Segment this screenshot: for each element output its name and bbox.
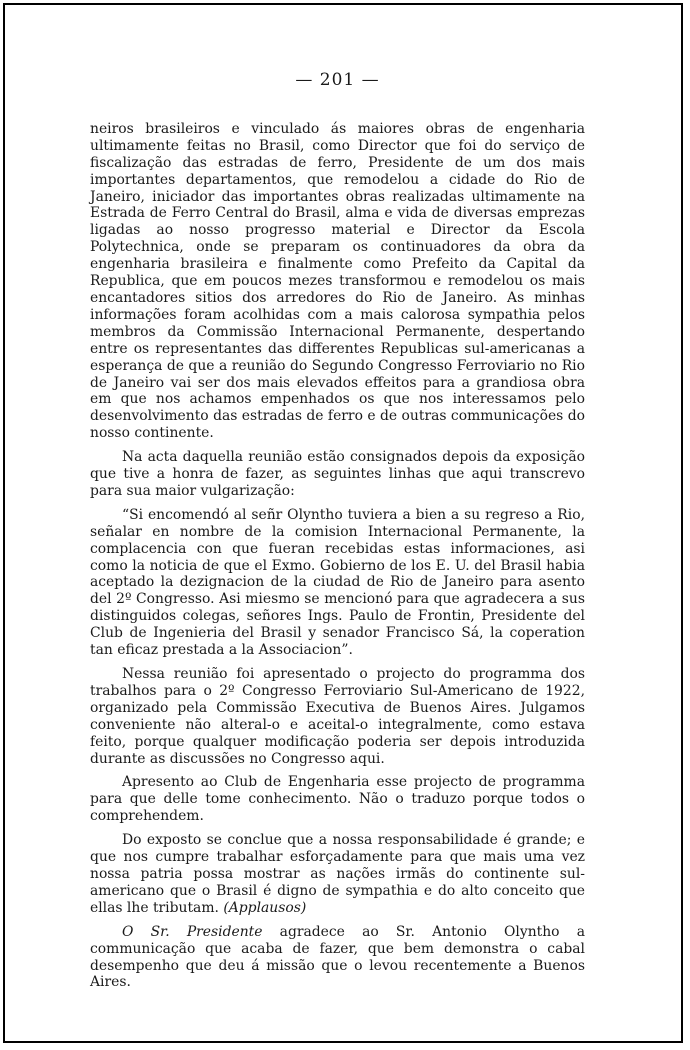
- paragraph-2: Na acta daquella reunião estão consignados depois da exposição que tive a honra de fazer, as seguintes linhas que aqui transcrevo para sua maior vulgarização:: [90, 449, 585, 499]
- paragraph-5: Apresento ao Club de Engenharia esse projecto de programma para que delle tome conhecimento. Não o traduzo porque todos o comprehendem.: [90, 774, 585, 825]
- document-body: [90, 72, 585, 991]
- paragraph-6: [90, 832, 585, 917]
- speaker-label: O Sr. Presidente: [122, 923, 263, 940]
- applause-note: (Applausos): [223, 899, 307, 916]
- paragraph-1: neiros brasileiros e vinculado ás maiores obras de engenharia ultimamente feitas no Brasil, como Director que foi do serviço de fiscalização das estradas de ferro, Presidente de um dos mais importantes departamentos, que remodelou a cidade do Rio de Janeiro, iniciador das importantes obras realizadas ultimamente na Estrada de Ferro Central do Brasil, alma e vida de diversas emprezas ligadas ao nosso progresso material e Director da Escola Polytechnica, onde se preparam os continuadores da obra da engenharia brasileira e finalmente como Prefeito da Capital da Republica, que em poucos mezes transformou e remodelou os mais encantadores sitios dos arredores do Rio de Janeiro. As minhas informações foram acolhidas com a mais calorosa sympathia pelos membros da Commissão Internacional Permanente, despertando entre os representantes das differentes Republicas sul-americanas a esperança de que a reunião do Segundo Congresso Ferroviario no Rio de Janeiro vai ser dos mais elevados effeitos para a grandiosa obra em que nos achamos empenhados os que nos interessamos pelo desenvolvimento das estradas de ferro e de outras communicações do nosso continente.: [90, 120, 585, 442]
- quoted-minutes: “Si encomendó al señr Olyntho tuviera a bien a su regreso a Rio, señalar en nombre de la comision Internacional Permanente, la complacencia con que fueran recebidas estas informaciones, asi como la noticia de que el Exmo. Gobierno de los E. U. del Brasil habia aceptado la dezignacion de la ciudad de Rio de Janeiro para asento del 2º Congresso. Asi miesmo se mencionó para que agradecera a sus distinguidos colegas, señores Ings. Paulo de Frontin, Presidente del Club de Ingenieria del Brasil y senador Francisco Sá, la coperation tan eficaz prestada a la Associacion”.: [90, 506, 585, 659]
- paragraph-4: Nessa reunião foi apresentado o projecto do programma dos trabalhos para o 2º Congresso Ferroviario Sul-Americano de 1922, organizado pela Commissão Executiva de Buenos Aires. Julgamos conveniente não alteral-o e aceital-o integralmente, como estava feito, porque qualquer modificação poderia ser depois introduzida durante as discussões no Congresso aqui.: [90, 666, 585, 767]
- page-number: — 201 —: [295, 70, 380, 90]
- paragraph-7: [90, 924, 585, 992]
- paragraph-7-text: agradece ao Sr. Antonio Olyntho a communicação que acaba de fazer, que bem demonstra o cabal desempenho que deu á missão que o levou recentemente a Buenos Aires.: [90, 923, 586, 991]
- paragraph-6-text: Do exposto se conclue que a nossa responsabilidade é grande; e que nos cumpre trabalhar esforçadamente para que mais uma vez nossa patria possa mostrar as nações irmãs do continente sul-americano que o Brasil é digno de sympathia e do alto conceito que ellas lhe tributam.: [90, 832, 585, 916]
